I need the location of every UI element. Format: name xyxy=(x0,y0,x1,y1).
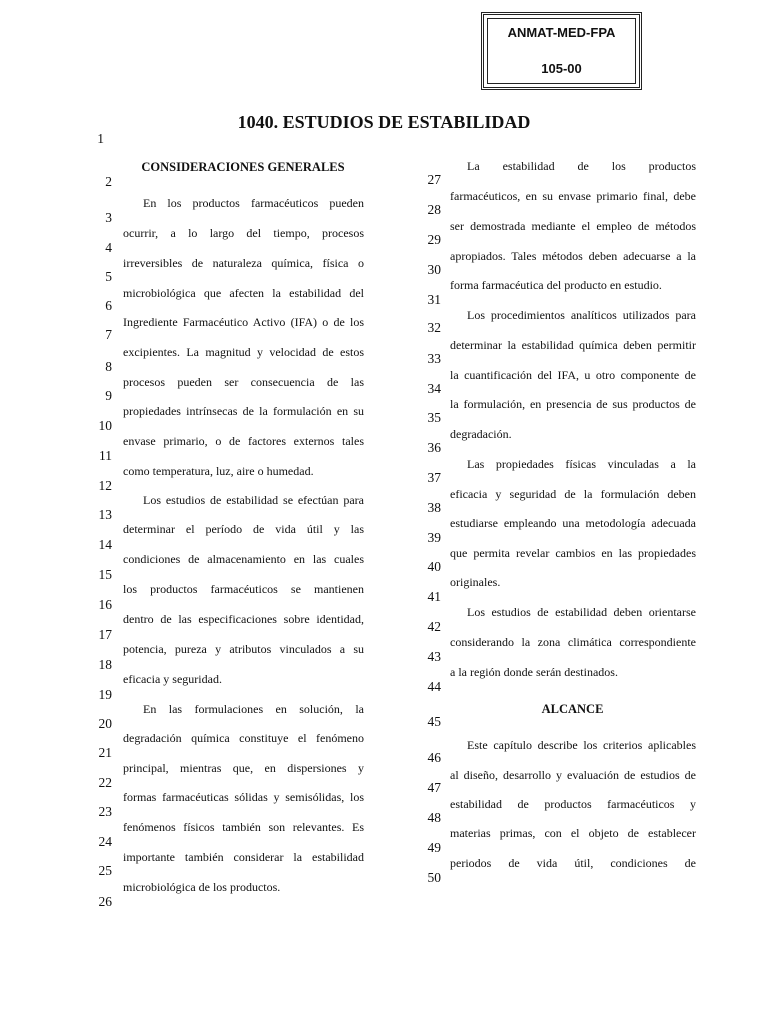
text-line: microbiológica que afecten la estabilidad del xyxy=(123,286,364,300)
text-line: los productos farmacéuticos se mantienen xyxy=(123,582,364,596)
text-line: a la región donde serán destinados. xyxy=(450,665,618,679)
text-line: originales. xyxy=(450,575,501,589)
line-number: 44 xyxy=(427,679,441,694)
line-number: 15 xyxy=(98,567,112,582)
section-heading-alcance: ALCANCE xyxy=(541,702,604,716)
line-number: 33 xyxy=(427,351,441,366)
text-line: determinar el período de vida útil y las xyxy=(123,522,364,536)
line-number: 25 xyxy=(98,863,112,878)
line-number: 19 xyxy=(98,687,112,702)
line-number: 38 xyxy=(427,500,441,515)
line-number: 17 xyxy=(98,627,112,642)
line-number: 47 xyxy=(427,780,441,795)
text-line: procesos pueden ser consecuencia de las xyxy=(123,375,364,389)
line-number: 50 xyxy=(427,870,441,885)
line-number: 14 xyxy=(98,537,112,552)
line-number: 31 xyxy=(427,292,441,307)
text-line: En las formulaciones en solución, la xyxy=(143,702,364,716)
section-heading-consideraciones: CONSIDERACIONES GENERALES xyxy=(141,160,345,174)
line-number: 8 xyxy=(105,359,112,374)
line-number: 36 xyxy=(427,440,441,455)
text-line: importante también considerar la estabilidad xyxy=(123,850,364,864)
line-number: 40 xyxy=(427,559,441,574)
text-line: apropiados. Tales métodos deben adecuarse a la xyxy=(450,249,696,263)
text-line: Las propiedades físicas vinculadas a la xyxy=(467,457,696,471)
text-line: condiciones de almacenamiento en las cuales xyxy=(123,552,364,566)
line-number: 5 xyxy=(105,269,112,284)
line-number: 32 xyxy=(427,320,441,335)
document-revision: 105-00 xyxy=(541,61,582,76)
text-line: Este capítulo describe los criterios aplicables xyxy=(467,738,696,752)
line-number: 48 xyxy=(427,810,441,825)
text-line: eficacia y seguridad de la formulación deben xyxy=(450,487,696,501)
text-line: microbiológica de los productos. xyxy=(123,880,281,894)
line-number: 3 xyxy=(105,210,112,225)
line-number: 42 xyxy=(427,619,441,634)
line-number: 43 xyxy=(427,649,441,664)
document-code: ANMAT-MED-FPA xyxy=(507,25,616,40)
text-line: La estabilidad de los productos xyxy=(467,159,696,173)
line-number: 20 xyxy=(98,716,112,731)
line-number: 45 xyxy=(427,714,441,729)
line-number: 27 xyxy=(427,172,441,187)
text-line: degradación química constituye el fenómeno xyxy=(123,731,364,745)
text-line: farmacéuticos, en su envase primario final, debe xyxy=(450,189,696,203)
text-line: envase primario, o de factores externos tales xyxy=(123,434,364,448)
line-number: 30 xyxy=(427,262,441,277)
line-number: 26 xyxy=(98,894,112,909)
text-line: principal, mientras que, en dispersiones y xyxy=(123,761,364,775)
text-line: estudiarse empleando una metodología adecuada xyxy=(450,516,696,530)
text-line: ocurrir, a lo largo del tiempo, procesos xyxy=(123,226,364,240)
text-line: determinar la estabilidad química deben permitir xyxy=(450,338,696,352)
text-line: En los productos farmacéuticos pueden xyxy=(143,196,364,210)
text-line: excipientes. La magnitud y velocidad de estos xyxy=(123,345,364,359)
line-number: 22 xyxy=(98,775,112,790)
text-line: potencia, pureza y atributos vinculados a su xyxy=(123,642,364,656)
text-line: al diseño, desarrollo y evaluación de estudios de xyxy=(450,768,696,782)
line-number: 9 xyxy=(105,388,112,403)
text-line: la cuantificación del IFA, u otro componente de xyxy=(450,368,696,382)
line-number: 13 xyxy=(98,507,112,522)
text-line: que permita revelar cambios en las propiedades xyxy=(450,546,696,560)
text-line: propiedades intrínsecas de la formulación en su xyxy=(123,404,364,418)
text-line: como temperatura, luz, aire o humedad. xyxy=(123,464,314,478)
line-number: 2 xyxy=(105,174,112,189)
text-line: degradación. xyxy=(450,427,512,441)
text-line: fenómenos físicos también son relevantes. Es xyxy=(123,820,364,834)
line-number: 16 xyxy=(98,597,112,612)
line-number: 41 xyxy=(427,589,441,604)
text-line: dentro de las especificaciones sobre identidad, xyxy=(123,612,364,626)
text-line: Los estudios de estabilidad se efectúan para xyxy=(143,493,364,507)
line-number: 12 xyxy=(98,478,112,493)
text-line: forma farmacéutica del producto en estudio. xyxy=(450,278,662,292)
line-number: 21 xyxy=(98,745,112,760)
line-number: 7 xyxy=(105,327,112,342)
line-number: 1 xyxy=(97,131,104,146)
line-number: 37 xyxy=(427,470,441,485)
text-line: considerando la zona climática correspondiente xyxy=(450,635,696,649)
text-line: Ingrediente Farmacéutico Activo (IFA) o de los xyxy=(123,315,364,329)
line-number: 35 xyxy=(427,410,441,425)
line-number: 18 xyxy=(98,657,112,672)
text-line: irreversibles de naturaleza química, física o xyxy=(123,256,364,270)
text-line: materias primas, con el objeto de establecer xyxy=(450,826,696,840)
line-number: 10 xyxy=(98,418,112,433)
text-line: formas farmacéuticas sólidas y semisólidas, los xyxy=(123,790,364,804)
text-line: Los estudios de estabilidad deben orientarse xyxy=(467,605,696,619)
line-number: 39 xyxy=(427,530,441,545)
text-line: estabilidad de productos farmacéuticos y xyxy=(450,797,696,811)
text-line: la formulación, en presencia de sus productos de xyxy=(450,397,696,411)
line-number: 28 xyxy=(427,202,441,217)
text-line: eficacia y seguridad. xyxy=(123,672,222,686)
line-number: 49 xyxy=(427,840,441,855)
line-number: 24 xyxy=(98,834,112,849)
text-line: periodos de vida útil, condiciones de xyxy=(450,856,696,870)
line-number: 23 xyxy=(98,804,112,819)
text-line: ser demostrada mediante el empleo de métodos xyxy=(450,219,696,233)
line-number: 34 xyxy=(427,381,441,396)
line-number: 46 xyxy=(427,750,441,765)
line-number: 11 xyxy=(99,448,112,463)
line-number: 4 xyxy=(105,240,112,255)
line-number: 29 xyxy=(427,232,441,247)
document-code-box xyxy=(481,12,642,90)
text-line: Los procedimientos analíticos utilizados para xyxy=(467,308,696,322)
page-title: 1040. ESTUDIOS DE ESTABILIDAD xyxy=(237,112,531,132)
line-number: 6 xyxy=(105,298,112,313)
